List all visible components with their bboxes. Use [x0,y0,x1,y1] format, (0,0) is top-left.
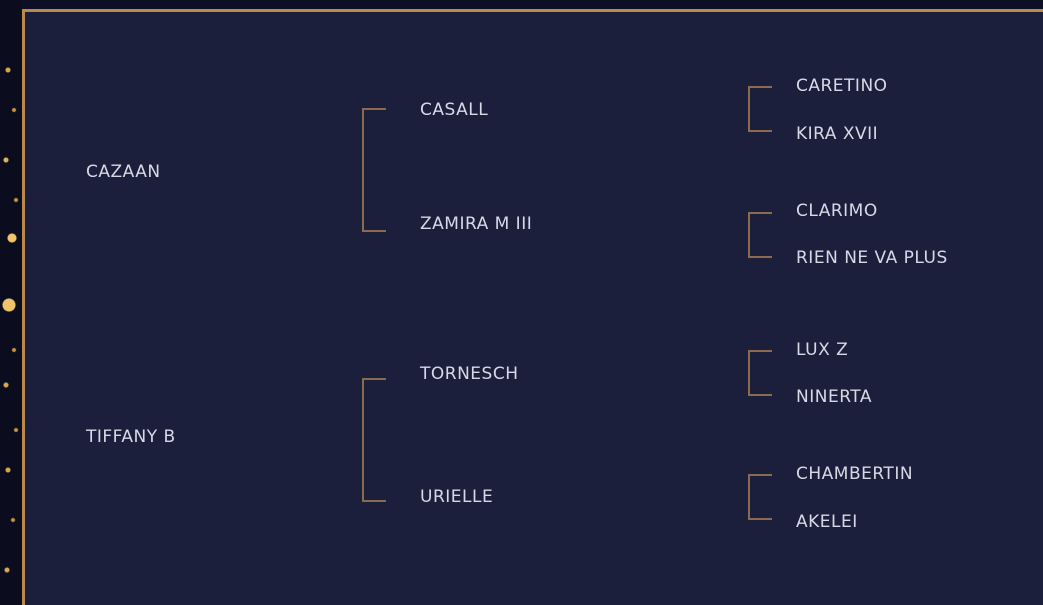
paternal-grandsire-name: CASALL [420,100,489,120]
casall-parents-bracket [748,86,772,132]
great-granddam-3-name: NINERTA [796,387,872,407]
dam-parents-bracket [362,378,386,502]
paternal-granddam-name: ZAMIRA M III [420,214,533,234]
tornesch-parents-bracket [748,350,772,396]
pedigree-panel [22,9,1043,605]
zamira-parents-bracket [748,212,772,258]
great-grandsire-2-name: CLARIMO [796,201,878,221]
great-granddam-2-name: RIEN NE VA PLUS [796,248,948,268]
great-grandsire-3-name: LUX Z [796,340,849,360]
great-granddam-1-name: KIRA XVII [796,124,879,144]
gold-speckle-decoration [0,0,22,605]
great-grandsire-1-name: CARETINO [796,76,888,96]
sire-name: CAZAAN [86,162,161,182]
sire-parents-bracket [362,108,386,232]
maternal-granddam-name: URIELLE [420,487,494,507]
dam-name: TIFFANY B [86,427,176,447]
great-granddam-4-name: AKELEI [796,512,858,532]
great-grandsire-4-name: CHAMBERTIN [796,464,914,484]
maternal-grandsire-name: TORNESCH [420,364,519,384]
urielle-parents-bracket [748,474,772,520]
